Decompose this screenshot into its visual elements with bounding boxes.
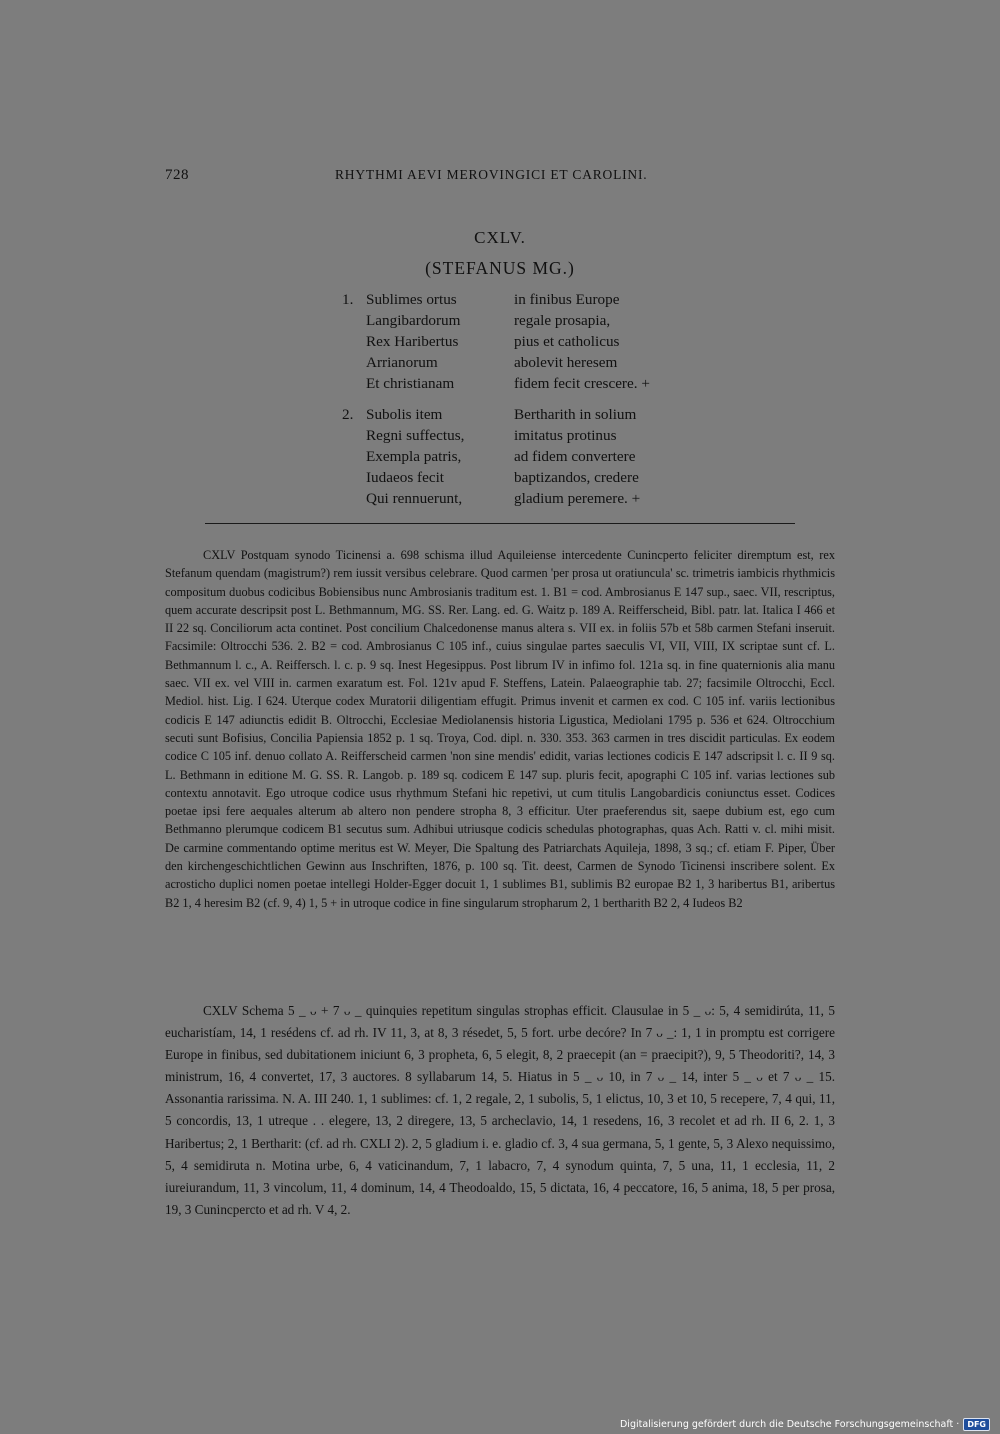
poem-title: (STEFANUS MG.) [425,258,575,278]
verse-second-half: baptizandos, credere [514,469,639,486]
stanza-number: 1. [342,291,354,308]
footnote-divider [205,523,795,524]
verse-first-half: Qui rennuerunt, [366,490,463,507]
stanza-number: 2. [342,406,354,423]
verse-first-half: Exempla patris, [366,448,462,465]
verse-second-half: fidem fecit crescere. + [514,375,650,392]
verse-first-half: Regni suffectus, [366,427,465,444]
verse-line [342,310,650,331]
verse-first-half: Arrianorum [366,354,438,371]
verse-first-half: Iudaeos fecit [366,469,445,486]
dfg-logo: DFG [963,1418,990,1431]
verse-line [342,352,650,373]
verse-line [342,373,650,394]
verse-second-half: gladium peremere. + [514,490,641,507]
verse-line [342,331,650,352]
funding-footer [620,1418,990,1431]
verse-line [342,289,650,310]
poem-number: CXLV. [474,228,526,247]
commentary-notes [165,1000,835,1221]
verse-line [342,446,640,467]
verse-second-half: abolevit heresem [514,354,618,371]
running-title: RHYTHMI AEVI MEROVINGICI ET CAROLINI. [335,167,648,182]
verse-line [342,488,640,509]
verse-first-half: Et christianam [366,375,455,392]
verse-second-half: regale prosapia, [514,312,611,329]
verse-second-half: ad fidem convertere [514,448,636,465]
verse-line [342,404,640,425]
verse-second-half: in finibus Europe [514,291,620,308]
verse-second-half: pius et catholicus [514,333,620,350]
verse-first-half: Subolis item [366,406,443,423]
verse-first-half: Sublimes ortus [366,291,457,308]
funding-text: Digitalisierung gefördert durch die Deutsche Forschungsgemeinschaft · [619,1419,960,1430]
verse-first-half: Rex Haribertus [366,333,459,350]
apparatus-notes [165,546,835,912]
page-number: 728 [165,167,189,183]
verse-second-half: Bertharith in solium [514,406,637,423]
stanza-2 [342,404,640,509]
verse-line [342,425,640,446]
verse-second-half: imitatus protinus [514,427,617,444]
commentary-paragraph: CXLV Schema 5 _ ᴗ + 7 ᴗ _ quinquies repetitum singulas strophas efficit. Clausulae in 5 _ ᴗ: 5, 4 semidirúta, 11, 5 eucharistíam, 14, 1 resédens cf. ad rh. IV 11, 3, at 8, 3 résedet, 5, 5 fort. urbe decóre? In 7 ᴗ _: 1, 1 in promptu est corrigere Europe in finibus, sed dubitationem iniciunt 6, 3 propheta, 6, 5 elegit, 8, 2 praecepit (an = praecipit?), 9, 5 Theodoriti?, 14, 3 ministrum, 16, 4 convertet, 17, 3 auctores. 8 syllabarum 14, 5. Hiatus in 5 _ ᴗ 10, in 7 ᴗ _ 14, inter 5 _ ᴗ et 7 ᴗ _ 15. Assonantia rarissima. N. A. III 240. 1, 1 sublimes: cf. 1, 2 regale, 2, 1 subolis, 5, 1 elictus, 10, 3 et 10, 5 recepere, 7, 4 qui, 11, 5 concordis, 13, 1 utreque . . elegere, 13, 2 diregere, 13, 5 archeclavio, 14, 1 resedens, 16, 3 recolet et ad rh. II 6, 2. 1, 3 Haribertus; 2, 1 Bertharit: (cf. ad rh. CXLI 2). 2, 5 gladium i. e. gladio cf. 3, 4 sua germana, 5, 1 gente, 5, 3 Alexo nequissimo, 5, 4 semidiruta n. Motina urbe, 6, 4 vaticinandum, 7, 1 labacro, 7, 4 synodum quinta, 7, 5 una, 11, 1 ecclesia, 11, 2 iureiurandum, 11, 3 vincolum, 11, 4 dominum, 14, 4 Theodoaldo, 15, 5 dictata, 16, 4 peccatore, 16, 5 anima, 18, 5 per prosa, 19, 3 Cunincpercto et ad rh. V 4, 2. [165,1003,835,1217]
apparatus-paragraph: CXLV Postquam synodo Ticinensi a. 698 schisma illud Aquileiense intercedente Cunincperto feliciter diremptum est, rex Stefanum quendam (magistrum?) rem iussit versibus celebrare. Quod carmen 'per prosa ut oratiuncula' sc. trimetris iambicis rhythmicis compositum duobus codicibus Bobiensibus nunc Ambrosianis traditum est. 1. B1 = cod. Ambrosianus E 147 sup., saec. VII, rescriptus, quem accurate descripsit post L. Bethmannum, MG. SS. Rer. Lang. ed. G. Waitz p. 189 A. Reifferscheid, Bibl. patr. lat. Italica I 466 et II 22 sq. Conciliorum acta continet. Post concilium Chalcedonense manus altera s. VII ex. in foliis 57b et 58b carmen Stefani inseruit. Facsimile: Oltrocchi 536. 2. B2 = cod. Ambrosianus C 105 inf., cuius singulae partes saeculis VI, VII, VIII, IX scriptae sunt cf. L. Bethmannum l. c., A. Reiffersch. l. c. p. 9 sq. Inest Hegesippus. Post librum IV in infimo fol. 121a sq. in fine quaternionis alia manu saec. VII ex. vel VIII in. carmen exaratum est. Fol. 121v apud F. Steffens, Latein. Palaeographie tab. 27; facsimile Oltrocchi, Eccl. Mediol. hist. Lig. I 624. Uterque codex Muratorii diligentiam effugit. Primus invenit et carmen ex cod. C 105 inf. variis lectionibus codicis E 147 adiunctis edidit B. Oltrocchi, Ecclesiae Mediolanensis historia Ligustica, Mediolani 1795 p. 536 et 624. Oltrocchium secuti sunt Bofisius, Concilia Papiensia 1852 p. 1 sq. Troya, Cod. dipl. n. 330. 353. 363 carmen in tres discidit particulas. Ex eodem codice C 105 inf. denuo collato A. Reifferscheid carmen 'non sine mendis' edidit, varias lectiones codicis E 147 adscripsit l. c. II 9 sq. L. Bethmann in editione M. G. SS. R. Langob. p. 189 sq. codicem E 147 sup. pluris fecit, apographi C 105 inf. varias lectiones sub contextu annotavit. Ego utroque codice usus rhythmum Stefani hic repetivi, ut cum titulis Langobardicis coniunctus esset. Codices poetae ipsi fere aequales alterum ab altero non pendere stropha 8, 3 efficitur. Uter praeferendus sit, saepe dubium est, ego cum Bethmanno plerumque codicem B1 secutus sum. Adhibui utriusque codicis schedulas photographas, quas Ach. Ratti v. cl. mihi misit. De carmine commentando optime meritus est W. Meyer, Die Spaltung des Patriarchats Aquileja, 1898, 3 sq.; cf. etiam F. Piper, Über den kirchengeschichtlichen Gewinn aus Inschriften, 1876, p. 100 sq. Tit. deest, Carmen de Synodo Ticinensi inscribere solent. Ex acrosticho duplici nomen poetae intellegi Holder-Egger docuit 1, 1 sublimes B1, sublimis B2 europae B2 1, 3 haribertus B1, aribertus B2 1, 4 heresim B2 (cf. 9, 4) 1, 5 + in utroque codice in fine singularum stropharum 2, 1 bertharith B2 2, 4 Iudeos B2 [165,548,835,910]
stanza-1 [342,289,650,394]
verse-first-half: Langibardorum [366,312,461,329]
verse-line [342,467,640,488]
